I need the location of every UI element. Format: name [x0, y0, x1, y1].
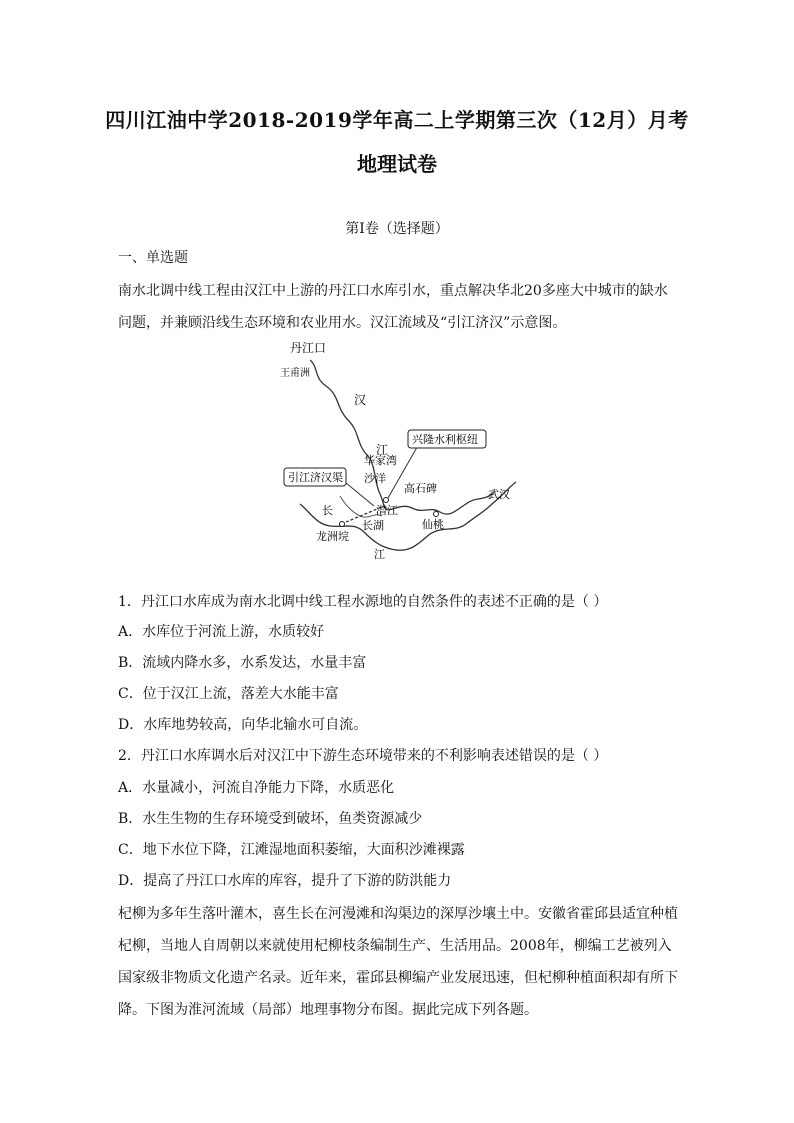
question-1-option-a: A．水库位于河流上游，水质较好 — [118, 624, 325, 640]
label-xiantao: 仙桃 — [422, 518, 444, 531]
question-2-option-d: D．提高了丹江口水库的库容，提升了下游的防洪能力 — [118, 873, 452, 889]
question-2-stem: 2．丹江口水库调水后对汉江中下游生态环境带来的不利影响表述错误的是（ ） — [118, 748, 608, 764]
question-1-option-c: C．位于汉江上流，落差大水能丰富 — [118, 686, 339, 702]
label-wangfuzhou: 王甫洲 — [280, 368, 310, 379]
label-xinglong: 兴隆水利枢纽 — [412, 433, 478, 446]
question-1-stem: 1．丹江口水库成为南水北调中线工程水源地的自然条件的表述不正确的是（ ） — [118, 594, 608, 610]
label-longzhouyuan: 龙洲垸 — [316, 530, 349, 543]
exam-subtitle: 地理试卷 — [357, 152, 437, 176]
question-2-option-a: A．水量减小，河流自净能力下降，水质恶化 — [118, 780, 395, 796]
question-2-option-b: B．水生生物的生存环境受到破坏，鱼类资源减少 — [118, 811, 423, 827]
label-han: 汉 — [354, 393, 367, 407]
part-heading: 一、单选题 — [118, 250, 188, 266]
label-danjiangkou: 丹江口 — [290, 341, 327, 355]
question-2-option-c: C．地下水位下降，江滩湿地面积萎缩，大面积沙滩裸露 — [118, 842, 465, 858]
label-jiang1: 江 — [376, 443, 389, 457]
label-shayang: 沙洋 — [364, 472, 386, 485]
question-1-option-d: D．水库地势较高，向华北输水可自流。 — [118, 717, 368, 733]
han-river — [310, 360, 388, 510]
label-gaoshibei: 高石碑 — [404, 482, 437, 495]
dam-dot — [384, 498, 389, 503]
exam-title: 四川江油中学2018-2019学年高二上学期第三次（12月）月考 — [105, 108, 689, 132]
han-river-lower — [388, 492, 494, 514]
label-huajiawan: 华家湾 — [364, 454, 397, 467]
question-1-option-b: B．流域内降水多，水系发达，水量丰富 — [118, 655, 367, 671]
city-dot-longzhouyuan — [340, 522, 345, 527]
label-wuhan: 武汉 — [488, 488, 510, 501]
city-dot-xiantao — [434, 512, 439, 517]
label-changhu: 长湖 — [362, 519, 384, 532]
label-qianjiang: 潜江 — [376, 504, 398, 517]
han-river-map — [270, 336, 530, 566]
intro-paragraph-1: 南水北调中线工程由汉江中上游的丹江口水库引水，重点解决华北20多座大中城市的缺水问题，并兼顾沿线生态环境和农业用水。汉江流域及“引江济汉”示意图。 — [118, 283, 668, 331]
label-jiang2: 江 — [374, 548, 385, 561]
label-chang: 长 — [322, 504, 333, 517]
intro-paragraph-2: 杞柳为多年生落叶灌木，喜生长在河漫滩和沟渠边的深厚沙壤土中。安徽省霍邱县适宜种植杞柳，当地人自周朝以来就使用杞柳枝条编制生产、生活用品。2008年，柳编工艺被列入国家级非物质文化遗产名录。近年来，霍邱县柳编产业发展迅速，但杞柳种植面积却有所下降。下图为淮河流域（局部）地理事物分布图。据此完成下列各题。 — [118, 906, 678, 1018]
label-yinjiang: 引江济汉渠 — [288, 471, 343, 484]
section-heading: 第I卷（选择题） — [345, 221, 449, 237]
